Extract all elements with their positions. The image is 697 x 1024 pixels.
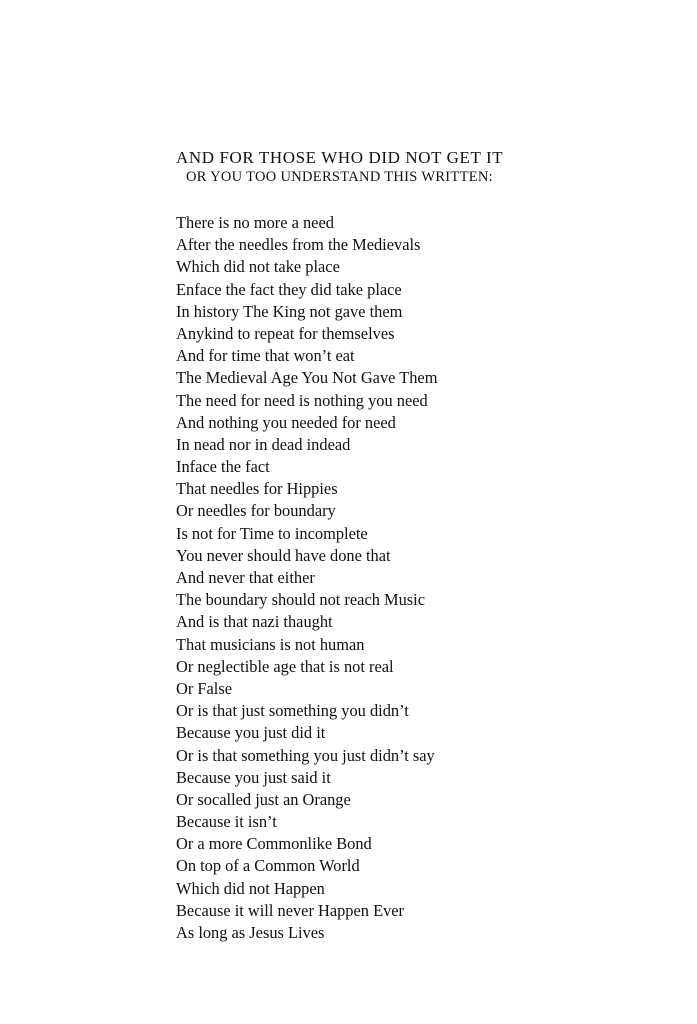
poem-line: And nothing you needed for need bbox=[176, 412, 396, 432]
poem-line: The boundary should not reach Music bbox=[176, 590, 425, 610]
poem-line: Or needles for boundary bbox=[176, 501, 336, 521]
poem-line: And is that nazi thaught bbox=[176, 612, 333, 632]
poem-line: In nead nor in dead indead bbox=[176, 434, 351, 454]
poem-line: Or is that just something you didn’t bbox=[176, 701, 409, 721]
poem-line: Because it isn’t bbox=[176, 812, 277, 832]
poem-line: Or is that something you just didn’t say bbox=[176, 745, 435, 765]
poem-line: And never that either bbox=[176, 568, 315, 587]
poem-line: Because it will never Happen Ever bbox=[176, 900, 405, 920]
poem-line: Because you just said it bbox=[176, 767, 331, 787]
poem-line: Or False bbox=[176, 678, 232, 698]
poem-line: After the needles from the Medievals bbox=[176, 235, 421, 255]
poem-heading bbox=[176, 148, 576, 186]
poem-line: You never should have done that bbox=[176, 545, 391, 565]
poem-line: And for time that won’t eat bbox=[176, 346, 355, 366]
poem-line: Or neglectible age that is not real bbox=[176, 656, 394, 676]
heading-line-1: AND FOR THOSE WHO DID NOT GET IT bbox=[176, 148, 504, 167]
poem-line: Or a more Commonlike Bond bbox=[176, 834, 372, 854]
poem-line: Enface the fact they did take place bbox=[176, 279, 402, 299]
poem-line: Or socalled just an Orange bbox=[176, 789, 351, 809]
poem-line: That needles for Hippies bbox=[176, 479, 338, 499]
heading-line-2: OR YOU TOO UNDERSTAND THIS WRITTEN: bbox=[186, 169, 493, 185]
poem-line: Is not for Time to incomplete bbox=[176, 523, 368, 543]
poem-line: In history The King not gave them bbox=[176, 301, 403, 321]
poem-line: That musicians is not human bbox=[176, 634, 365, 654]
poem-line: On top of a Common World bbox=[176, 856, 360, 876]
poem-line: There is no more a need bbox=[176, 213, 334, 232]
poem-line: Which did not Happen bbox=[176, 878, 325, 898]
poem-line: Inface the fact bbox=[176, 457, 270, 477]
poem-line: The Medieval Age You Not Gave Them bbox=[176, 368, 438, 388]
poem-line: Which did not take place bbox=[176, 257, 340, 277]
poem-line: The need for need is nothing you need bbox=[176, 390, 428, 410]
poem-line: As long as Jesus Lives bbox=[176, 923, 325, 942]
poem-line: Because you just did it bbox=[176, 723, 326, 743]
poem-body bbox=[176, 212, 616, 944]
poem-line: Anykind to repeat for themselves bbox=[176, 323, 395, 343]
